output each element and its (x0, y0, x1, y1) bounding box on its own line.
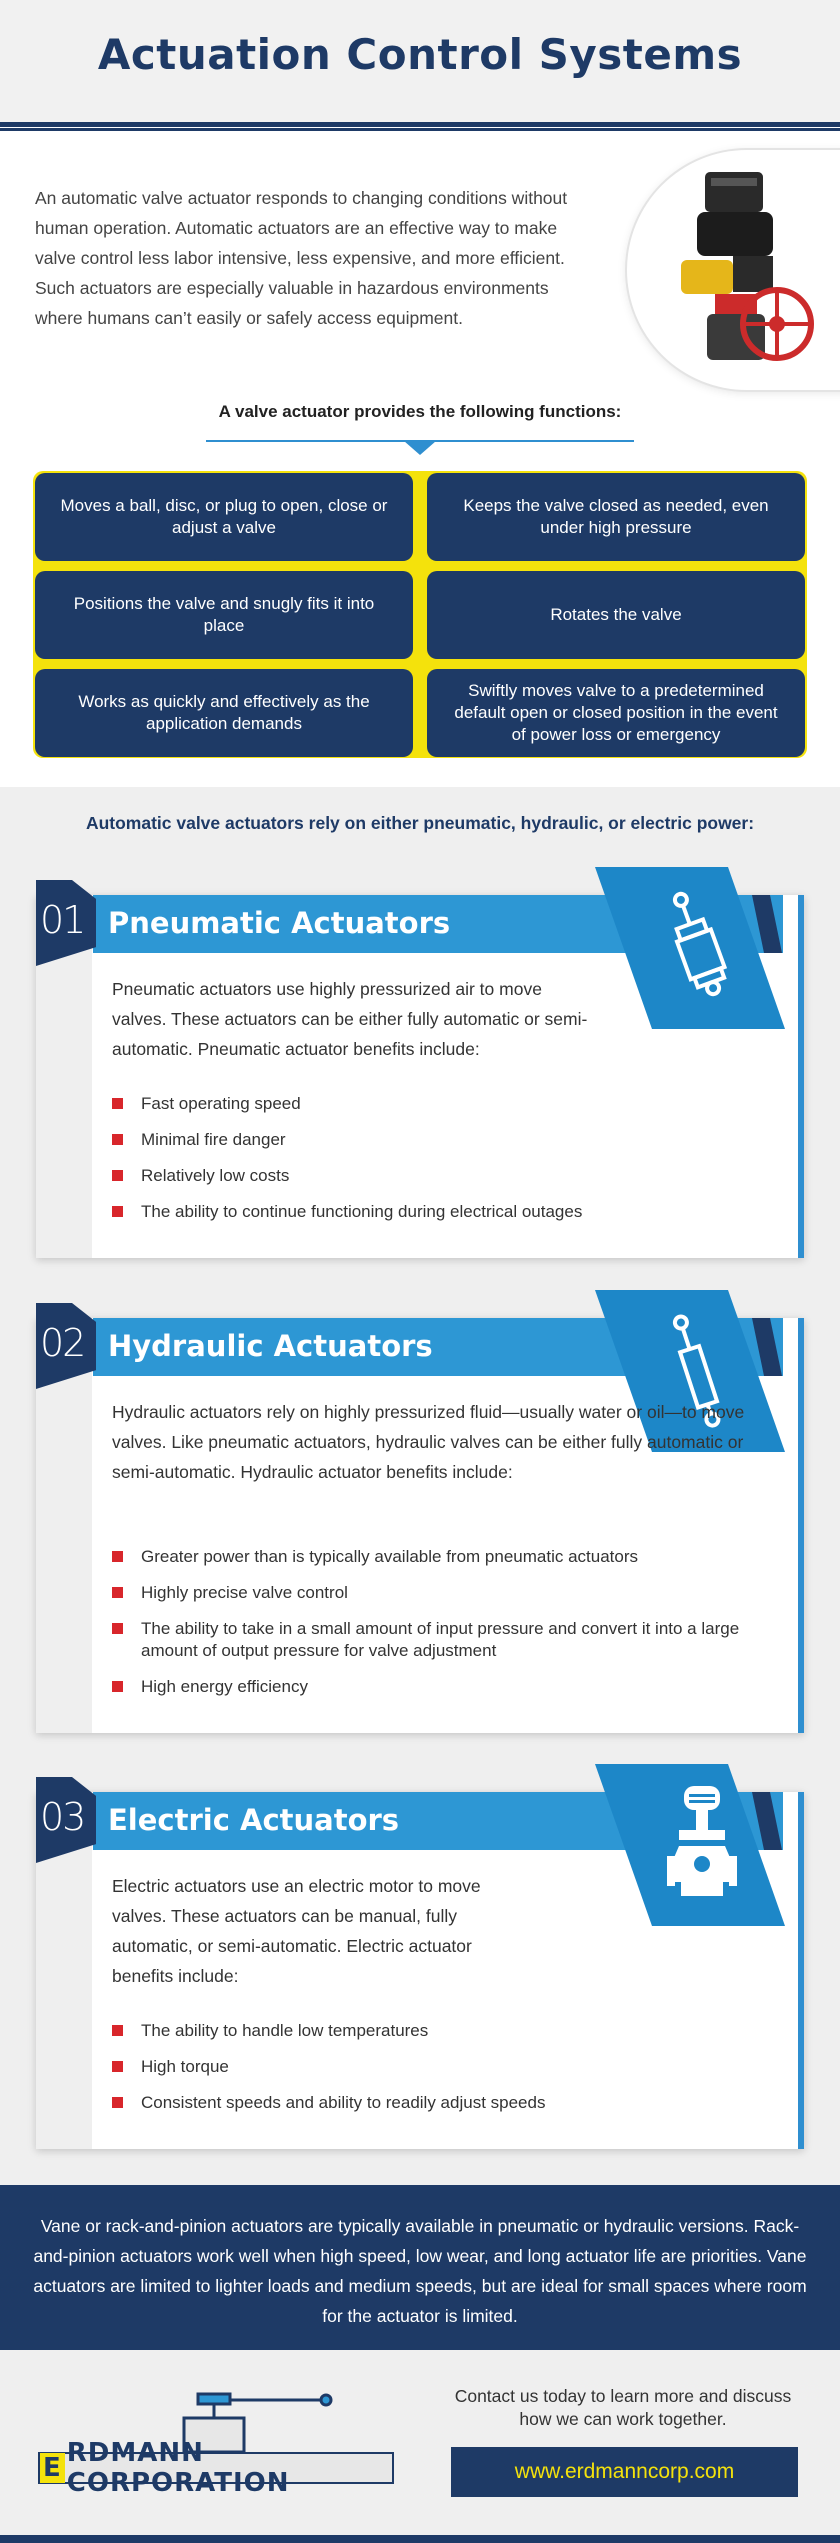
card-title: Pneumatic Actuators (108, 906, 451, 940)
functions-heading: A valve actuator provides the following functions: (218, 402, 622, 421)
website-link[interactable]: www.erdmanncorp.com (451, 2447, 798, 2497)
list-item: The ability to take in a small amount of input pressure and convert it into a large amount of output pressure for valve adjustment (112, 1618, 772, 1662)
benefits-list (112, 1093, 582, 1237)
function-box: Positions the valve and snugly fits it into place (35, 571, 413, 659)
header (0, 0, 840, 127)
list-item: The ability to handle low temperatures (112, 2020, 545, 2042)
list-item: Consistent speeds and ability to readily adjust speeds (112, 2092, 545, 2114)
company-logo (38, 2438, 394, 2498)
card-description: Electric actuators use an electric motor to move valves. These actuators can be manual, fully automatic, or semi-automatic. Electric actuator benefits include: (112, 1876, 481, 1986)
function-box: Rotates the valve (427, 571, 805, 659)
card-number: 03 (40, 1795, 85, 1839)
card-number: 01 (40, 898, 85, 942)
pneumatic-cylinder-icon (667, 889, 727, 999)
functions-arrow-icon (404, 441, 436, 455)
function-box: Swiftly moves valve to a predetermined default open or closed position in the event of power loss or emergency (427, 669, 805, 757)
electric-valve-icon (667, 1786, 737, 1906)
card-description: Pneumatic actuators use highly pressurized air to move valves. These actuators can be either fully automatic or semi-automatic. Pneumatic actuator benefits include: (112, 979, 588, 1059)
logo-letter: E (40, 2453, 65, 2483)
power-heading: Automatic valve actuators rely on either pneumatic, hydraulic, or electric power: (85, 813, 755, 833)
function-box: Keeps the valve closed as needed, even under high pressure (427, 473, 805, 561)
benefits-list (112, 1546, 772, 1712)
card-title: Electric Actuators (108, 1803, 400, 1837)
valve-actuator-image (667, 172, 817, 372)
function-box: Moves a ball, disc, or plug to open, close or adjust a valve (35, 473, 413, 561)
list-item: Greater power than is typically available from pneumatic actuators (112, 1546, 772, 1568)
list-item: Minimal fire danger (112, 1129, 582, 1151)
card-description: Hydraulic actuators rely on highly pressurized fluid—usually water or oil—to move valves. Like pneumatic actuators, hydraulic valves can be either fully automatic or semi-automatic. Hydraulic actuator benefits include: (112, 1402, 745, 1482)
valve-image-frame (627, 150, 840, 390)
intro-text: An automatic valve actuator responds to changing conditions without human operation. Automatic actuators are an effective way to make valve control less labor intensive, less expensive, and more efficient. Such actuators are especially valuable in hazardous environments where humans can’t easily or safely access equipment. (35, 188, 568, 328)
list-item: High energy efficiency (112, 1676, 772, 1698)
list-item: The ability to continue functioning during electrical outages (112, 1201, 582, 1223)
logo-wordmark: RDMANN CORPORATION (66, 2438, 290, 2498)
list-item: High torque (112, 2056, 545, 2078)
function-box: Works as quickly and effectively as the application demands (35, 669, 413, 757)
page-title: Actuation Control Systems (97, 30, 743, 79)
list-item: Fast operating speed (112, 1093, 582, 1115)
list-item: Highly precise valve control (112, 1582, 772, 1604)
list-item: Relatively low costs (112, 1165, 582, 1187)
vane-info-banner: Vane or rack-and-pinion actuators are typically available in pneumatic or hydraulic versions. Rack-and-pinion actuators work well when high speed, low wear, and long actuator life are priorities. Vane actuators are limited to lighter loads and medium speeds, but are ideal for small spaces where room for the actuator is limited. (0, 2185, 840, 2350)
benefits-list (112, 2020, 545, 2128)
card-number: 02 (40, 1321, 85, 1365)
contact-text: Contact us today to learn more and discuss how we can work together. (454, 2386, 792, 2429)
card-title: Hydraulic Actuators (108, 1329, 433, 1363)
